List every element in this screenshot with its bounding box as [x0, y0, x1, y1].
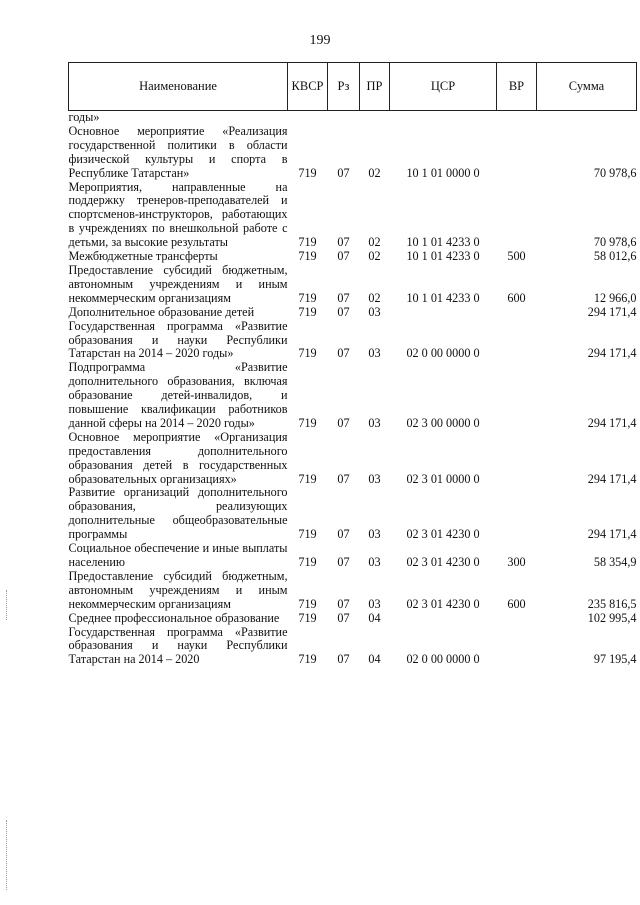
- table-row: [69, 181, 637, 251]
- table-row: [69, 361, 637, 431]
- row-sum: 294 171,4: [587, 415, 637, 430]
- row-sum: 97 195,4: [593, 652, 637, 667]
- table-header: [69, 63, 637, 111]
- row-vr: [497, 181, 537, 251]
- row-pr: 03: [368, 471, 381, 486]
- table-row: [69, 626, 637, 668]
- row-kvsr: 719: [298, 235, 317, 250]
- row-rz: 07: [337, 165, 350, 180]
- scan-margin-mark: [6, 590, 8, 620]
- row-vr: 600: [507, 596, 526, 611]
- row-rz: [328, 111, 360, 125]
- row-sum: 294 171,4: [587, 527, 637, 542]
- row-csr: [390, 612, 497, 626]
- table-row: [69, 250, 637, 264]
- row-csr: 02 0 00 0000 0: [406, 346, 480, 361]
- row-rz: 07: [337, 555, 350, 569]
- row-sum: [537, 111, 637, 125]
- row-kvsr: 719: [298, 527, 317, 542]
- row-kvsr: 719: [298, 415, 317, 430]
- table-row: [69, 264, 637, 306]
- row-name: Основное мероприятие «Реализация государственной политики в области физической культуры и спорта в Республике Татарстан»: [68, 123, 288, 180]
- row-rz: 07: [337, 471, 350, 486]
- row-name: Предоставление субсидий бюджетным, автономным учреждениям и иным некоммерческим организациям: [68, 568, 288, 611]
- row-vr: [497, 306, 537, 320]
- column-header-pr: ПР: [360, 63, 390, 111]
- column-header-name: Наименование: [69, 63, 288, 111]
- row-csr: 02 0 00 0000 0: [406, 652, 480, 667]
- row-sum: 102 995,4: [587, 610, 637, 625]
- row-sum: 294 171,4: [587, 304, 637, 319]
- table-row: [69, 320, 637, 362]
- row-kvsr: 719: [298, 555, 317, 569]
- row-csr: 10 1 01 4233 0: [406, 290, 480, 305]
- row-rz: 07: [337, 415, 350, 430]
- row-kvsr: 719: [298, 304, 317, 319]
- row-pr: 03: [368, 415, 381, 430]
- row-rz: 07: [337, 235, 350, 250]
- row-pr: 03: [368, 304, 381, 319]
- row-sum: 58 012,6: [593, 249, 637, 264]
- row-kvsr: 719: [298, 652, 317, 667]
- row-rz: 07: [337, 249, 350, 264]
- scan-margin-mark: [6, 820, 8, 890]
- row-sum: 12 966,0: [593, 290, 637, 305]
- row-name: Межбюджетные трансферты: [68, 249, 218, 264]
- table-row: [69, 111, 637, 125]
- row-kvsr: 719: [298, 249, 317, 264]
- row-sum: 58 354,9: [593, 555, 637, 569]
- table-row: [69, 125, 637, 181]
- row-pr: 02: [368, 249, 381, 264]
- row-csr: 02 3 01 0000 0: [406, 471, 480, 486]
- row-sum: 235 816,5: [587, 596, 637, 611]
- row-rz: 07: [337, 304, 350, 319]
- row-name: Государственная программа «Развитие образования и науки Республики Татарстан на 2014 – 2020: [68, 624, 288, 667]
- table-row: [69, 431, 637, 487]
- row-rz: 07: [337, 596, 350, 611]
- row-kvsr: 719: [298, 346, 317, 361]
- row-name: Мероприятия, направленные на поддержку тренеров-преподавателей и спортсменов-инструкторов, работающих в учреждениях по внешкольной работе с детьми, за высокие результаты: [68, 179, 288, 250]
- row-csr: 02 3 01 4230 0: [406, 527, 480, 542]
- row-csr: 02 3 01 4230 0: [406, 555, 480, 569]
- row-csr: 10 1 01 4233 0: [406, 249, 480, 264]
- row-vr: [497, 486, 537, 542]
- row-name: Подпрограмма «Развитие дополнительного образования, включая образование детей-инвалидов, и повышение квалификации работников данной сферы на 2014 – 2020 годы»: [68, 360, 288, 430]
- row-name: Развитие организаций дополнительного образования, реализующих дополнительные общеобразовательные программы: [68, 485, 288, 542]
- table-row: [69, 306, 637, 320]
- row-pr: [360, 111, 390, 125]
- table-row: [69, 612, 637, 626]
- row-csr: 02 3 01 4230 0: [406, 596, 480, 611]
- row-csr: 02 3 00 0000 0: [406, 415, 480, 430]
- row-kvsr: [288, 111, 328, 125]
- row-vr: 600: [507, 290, 526, 305]
- row-name: Дополнительное образование детей: [68, 304, 255, 319]
- row-pr: 03: [368, 527, 381, 542]
- row-vr: [497, 125, 537, 181]
- row-pr: 03: [368, 596, 381, 611]
- row-sum: 70 978,6: [593, 165, 637, 180]
- table-row: [69, 570, 637, 612]
- row-vr: [497, 626, 537, 668]
- table-row: [69, 486, 637, 542]
- row-kvsr: 719: [298, 596, 317, 611]
- column-header-csr: ЦСР: [390, 63, 497, 111]
- row-rz: 07: [337, 527, 350, 542]
- column-header-rz: Рз: [328, 63, 360, 111]
- budget-table: [68, 62, 637, 667]
- row-name: Среднее профессиональное образование: [68, 610, 280, 625]
- row-csr: 10 1 01 4233 0: [406, 235, 480, 250]
- row-rz: 07: [337, 346, 350, 361]
- row-name: Социальное обеспечение и иные выплаты населению: [68, 541, 288, 569]
- row-kvsr: 719: [298, 165, 317, 180]
- row-pr: 04: [368, 610, 381, 625]
- row-sum: 294 171,4: [587, 346, 637, 361]
- row-rz: 07: [337, 652, 350, 667]
- row-csr: [390, 111, 497, 125]
- column-header-vr: ВР: [497, 63, 537, 111]
- row-vr: 500: [507, 249, 526, 264]
- row-kvsr: 719: [298, 471, 317, 486]
- row-name: Государственная программа «Развитие образования и науки Республики Татарстан на 2014 – 2020 годы»: [68, 318, 288, 361]
- row-kvsr: 719: [298, 610, 317, 625]
- row-vr: [497, 431, 537, 487]
- row-vr: [497, 320, 537, 362]
- row-name: Предоставление субсидий бюджетным, автономным учреждениям и иным некоммерческим организациям: [68, 262, 288, 305]
- row-pr: 04: [368, 652, 381, 667]
- row-pr: 03: [368, 555, 381, 569]
- row-pr: 02: [368, 290, 381, 305]
- row-csr: 10 1 01 0000 0: [406, 165, 480, 180]
- page-number: 199: [309, 33, 331, 48]
- table-row: [69, 542, 637, 570]
- row-csr: [390, 306, 497, 320]
- row-pr: 02: [368, 235, 381, 250]
- row-vr: 300: [507, 555, 526, 569]
- row-vr: [497, 111, 537, 125]
- row-pr: 03: [368, 346, 381, 361]
- row-vr: [497, 612, 537, 626]
- row-vr: [497, 361, 537, 431]
- row-kvsr: 719: [298, 290, 317, 305]
- row-rz: 07: [337, 290, 350, 305]
- row-sum: 294 171,4: [587, 471, 637, 486]
- row-rz: 07: [337, 610, 350, 625]
- row-sum: 70 978,6: [593, 235, 637, 250]
- row-name: годы»: [68, 110, 100, 124]
- row-name: Основное мероприятие «Организация предоставления дополнительного образования детей в государственных образовательных организациях»: [68, 429, 288, 486]
- row-pr: 02: [368, 165, 381, 180]
- column-header-kvsr: КВСР: [288, 63, 328, 111]
- column-header-sum: Сумма: [537, 63, 637, 111]
